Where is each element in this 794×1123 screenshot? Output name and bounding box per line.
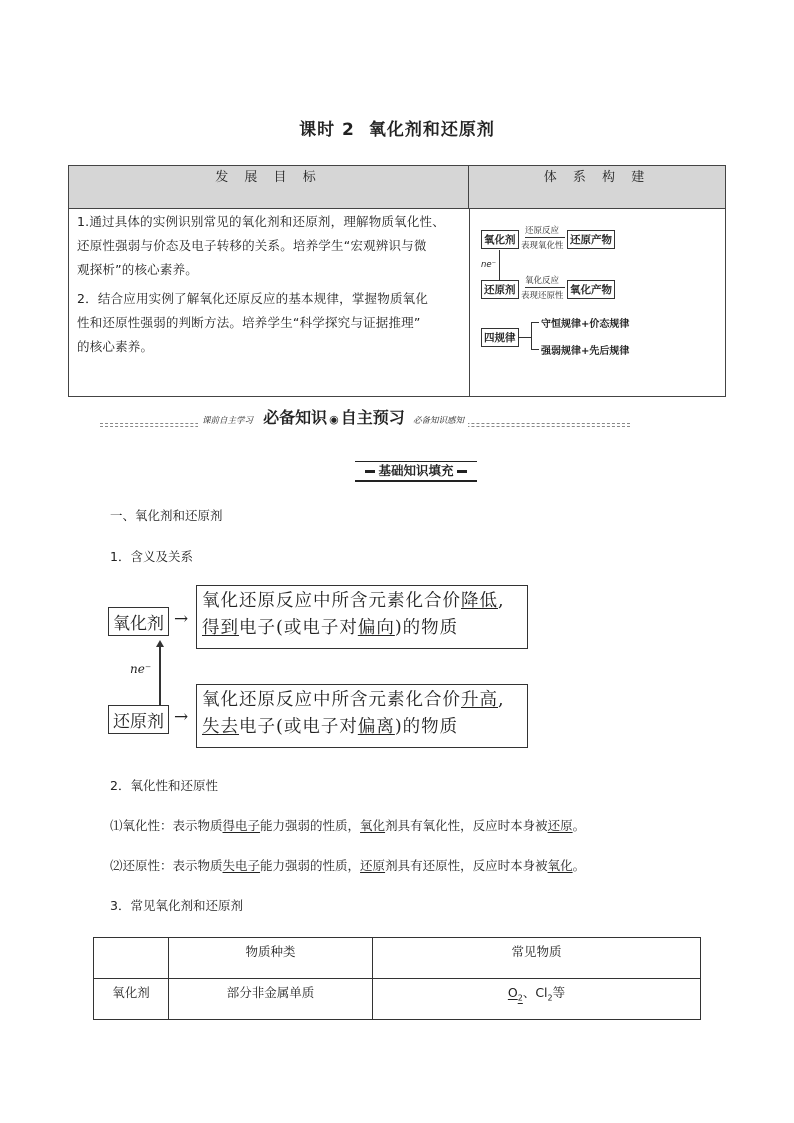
reductant-box: 还原剂 [108, 705, 169, 734]
blank: 氧化 [547, 858, 573, 873]
text: 等 [552, 985, 566, 1000]
diagram-label-reduction: 还原反应 [525, 226, 560, 236]
diagram-ne: ne⁻ [481, 260, 497, 270]
arrow-right-icon: → [174, 609, 189, 629]
blank: 降低 [461, 591, 498, 611]
table-header-type: 物质种类 [245, 944, 296, 959]
diagram-rule-2: 强弱规律+先后规律 [541, 346, 630, 357]
banner-left: 课前自主学习 [202, 416, 254, 426]
text: 剂具有氧化性，反应时本身被 [385, 818, 548, 833]
subheader-bar-icon [457, 470, 467, 473]
text: ⑴氧化性：表示物质 [110, 818, 223, 833]
blank: 氧化 [360, 818, 386, 833]
section-heading-1-2: 2．氧化性和还原性 [110, 778, 218, 793]
header-development-goals: 发 展 目 标 [69, 166, 469, 208]
blank: 还原 [547, 818, 573, 833]
goal-2-line: 2．结合应用实例了解氧化还原反应的基本规律，掌握物质氧化 [77, 291, 429, 306]
definition-diagram [108, 585, 538, 755]
goal-1 [77, 210, 463, 282]
diagram-four-rules: 四规律 [481, 328, 519, 347]
title-part1: 课时 2 [299, 120, 355, 140]
banner-main1: 必备知识 [263, 408, 328, 427]
arrow-right-icon: → [174, 707, 189, 727]
text: 剂具有还原性，反应时本身被 [385, 858, 548, 873]
paragraph-oxidizing [110, 816, 585, 836]
banner-right: 必备知识感知 [412, 416, 464, 426]
goal-1-line: 1.通过具体的实例识别常见的氧化剂和还原剂，理解物质氧化性、 [77, 214, 445, 229]
text: 能力强弱的性质， [260, 818, 361, 833]
banner-text [198, 405, 468, 428]
diagram-label-oxidizing: 表现氧化性 [521, 241, 564, 251]
common-agents-table [93, 937, 701, 1020]
goal-1-line: 还原性强弱与价态及电子转移的关系。培养学生“宏观辨识与微 [77, 238, 427, 253]
text: )的物质 [394, 717, 459, 737]
diagram-vline [499, 250, 500, 282]
text: 能力强弱的性质， [260, 858, 361, 873]
diagram-line [519, 337, 531, 338]
diagram-label-reducing: 表现还原性 [521, 291, 564, 301]
table-divider [94, 978, 700, 979]
goal-2-line: 的核心素养。 [77, 339, 154, 354]
subscript: 2 [517, 993, 523, 1003]
oxidant-box: 氧化剂 [108, 607, 169, 636]
goal-1-line: 观探析”的核心素养。 [77, 262, 198, 277]
text: 。 [572, 858, 586, 873]
blank: 得电子 [222, 818, 261, 833]
blank: 失电子 [222, 858, 261, 873]
banner-main2: 自主预习 [340, 408, 405, 427]
oxidant-definition [196, 585, 528, 649]
text: 、Cl [522, 985, 548, 1000]
system-diagram [479, 208, 725, 396]
blank: 还原 [360, 858, 386, 873]
text: 电子(或电子对 [239, 618, 358, 638]
diagram-line [531, 322, 539, 323]
diagram-oxidation-product: 氧化产物 [567, 280, 615, 299]
goals-table-header [69, 166, 725, 209]
table-divider [469, 208, 470, 396]
text: , [498, 591, 505, 611]
diagram-rule-1: 守恒规律+价态规律 [541, 319, 630, 330]
text: )的物质 [394, 618, 459, 638]
section-heading-1-1: 1．含义及关系 [110, 549, 193, 564]
section-banner [100, 405, 630, 427]
diagram-reduction-product: 还原产物 [567, 230, 615, 249]
section-heading-1-3: 3．常见氧化剂和还原剂 [110, 898, 243, 913]
table-cell-oxidant: 氧化剂 [112, 985, 150, 1000]
subscript: 2 [547, 993, 553, 1003]
table-header-common: 常见物质 [511, 944, 562, 959]
goals-table [68, 165, 726, 397]
subheader-text: 基础知识填充 [378, 463, 454, 478]
header-system-construction: 体 系 构 建 [543, 170, 651, 185]
diagram-line [525, 237, 565, 238]
table-cell-type: 部分非金属单质 [226, 985, 315, 1000]
blank: 偏离 [357, 717, 395, 737]
blank: 偏向 [357, 618, 395, 638]
paragraph-reducing [110, 856, 585, 876]
goal-2-line: 性和还原性强弱的判断方法。培养学生“科学探究与证据推理” [77, 315, 421, 330]
blank: 升高 [461, 690, 498, 710]
text: , [498, 690, 505, 710]
text: 氧化还原反应中所含元素化合价 [202, 591, 461, 611]
diagram-line [531, 322, 532, 350]
text: 电子(或电子对 [239, 717, 358, 737]
text: 氧化还原反应中所含元素化合价 [202, 690, 461, 710]
page-title [0, 115, 794, 140]
blank: O [507, 985, 518, 1000]
diagram-oxidant: 氧化剂 [481, 230, 519, 249]
section-heading-1: 一、氧化剂和还原剂 [110, 508, 223, 523]
goal-2 [77, 287, 463, 359]
diagram-line [531, 349, 539, 350]
banner-separator-icon: ◉ [329, 413, 339, 426]
blank: 得到 [202, 618, 239, 638]
text: 。 [572, 818, 586, 833]
blank: 失去 [202, 717, 239, 737]
subheader [355, 461, 477, 482]
diagram-line [525, 287, 565, 288]
subheader-bar-icon [365, 470, 375, 473]
diagram-reductant: 还原剂 [481, 280, 519, 299]
electron-transfer-label: ne⁻ [130, 662, 152, 676]
title-part2: 氧化剂和还原剂 [368, 120, 495, 140]
reductant-definition [196, 684, 528, 748]
diagram-label-oxidation: 氧化反应 [525, 276, 560, 286]
table-cell-common [373, 983, 700, 1003]
text: ⑵还原性：表示物质 [110, 858, 223, 873]
vertical-connector [159, 645, 161, 705]
